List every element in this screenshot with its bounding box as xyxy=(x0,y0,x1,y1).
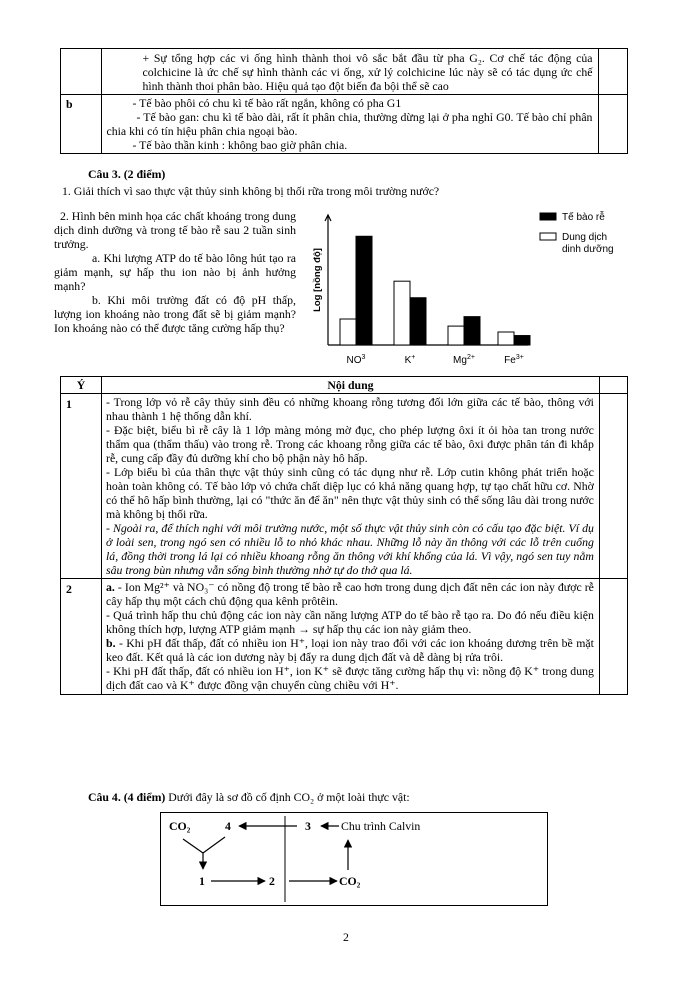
node-4: 4 xyxy=(225,819,231,833)
row2-line: - Tế bào thần kinh : không bao giờ phân chia. xyxy=(132,138,348,152)
question-3-2-block xyxy=(54,209,296,335)
answer-table-continued xyxy=(60,48,628,154)
legend-label-root: Tế bào rễ xyxy=(562,212,605,223)
table-cell xyxy=(599,579,627,695)
paragraph xyxy=(106,636,594,664)
question-3-2a: a. Khi lượng ATP do tế bào lông hút tạo ra giảm mạnh, sự hấp thu ion nào bị ảnh hưởng mạnh? xyxy=(54,251,296,293)
ion-concentration-chart xyxy=(306,200,636,372)
row2-label: 2 xyxy=(61,579,102,695)
legend-swatch-solution xyxy=(540,233,556,240)
table-cell xyxy=(599,49,628,95)
table-cell xyxy=(102,95,599,154)
row2-line: - Tế bào phôi có chu kì tế bào rất ngắn, không có pha G1 xyxy=(132,96,402,110)
part-b-text: - Khi pH đất thấp, đất có nhiều ion H⁺, loại ion này trao đổi với các ion khoáng dương trên bề mặt keo đất. Kết quả là các ion dương này bị đẩy ra dung dịch đất và dễ dàng bị rửa trôi. xyxy=(106,636,594,664)
answer-table-question-3 xyxy=(60,376,628,695)
row2-line: - Tế bào gan: chu kì tế bào dài, rất ít phân chia, thường dừng lại ở pha nghỉ G0. Tế bào chỉ phân chia khi có tín hiệu phân chia ngoại bào. xyxy=(106,110,593,138)
paragraph: - Khi pH đất thấp, đất có nhiều ion H⁺, ion K⁺ sẽ được tăng cường hấp thụ vì: nồng độ K⁺ trong dung dịch đất cao và K⁺ được đồng vận chuyển cùng chiều với H⁺. xyxy=(106,664,594,692)
table-cell xyxy=(599,394,627,579)
bar-solution-0 xyxy=(340,319,356,345)
calvin-cycle-label: Chu trình Calvin xyxy=(341,819,421,833)
paragraph xyxy=(106,580,594,608)
bar-root-0 xyxy=(356,236,372,345)
question-4-heading: Câu 4. (4 điểm) xyxy=(88,790,166,804)
legend-label-solution: Dung dịch dinh dưỡng xyxy=(562,232,614,255)
paragraph-italic: - Ngoài ra, để thích nghi với môi trường nước, một số thực vật thủy sinh còn có cấu tạo đặc biệt. Ví dụ ở loài sen, trong ngó sen có nhiều lỗ to nhỏ khác nhau. Những lỗ này ăn thông với các lỗ trên cuống lá, đồng thời trong lá lại có nhiều khoang rỗng ăn thông với khí khổng của lá. Vì vậy, ngó sen tuy nằm sâu trong bùn nhưng vẫn sống bình thường nhờ tự do thở qua lá. xyxy=(106,521,594,577)
table-cell xyxy=(61,49,102,95)
row1-text: + Sự tổng hợp các vi ống hình thành thoi vô sắc bắt đầu từ pha G₂. Cơ chế tác động của colchicine là ức chế sự hình thành các vi ống, xử lý colchicine lúc này sẽ có tác dụng ức chế hình thành thoi phân bào. Hiệu quả tạo đột biến đa bội thể sẽ cao xyxy=(142,51,593,93)
row1-content xyxy=(102,394,600,579)
question-4 xyxy=(88,790,410,804)
part-a-text: - Ion Mg²⁺ và NO₃⁻ có nồng độ trong tế bào rễ cao hơn trong dung dịch đất nên các ion này được rễ cây hấp thụ một cách chủ động qua kênh prôtêin. xyxy=(106,580,594,608)
question-3-2b: b. Khi môi trường đất có độ pH thấp, lượng ion khoáng nào trong đất sẽ bị giảm mạnh? Ion khoáng nào có thể được tăng cường hấp thụ? xyxy=(54,293,296,335)
node-1: 1 xyxy=(199,874,205,888)
header-y: Ý xyxy=(61,377,102,394)
paragraph: - Lớp biểu bì của thân thực vật thủy sinh cũng có tác dụng như rễ. Lớp cutin không phát triển hoặc hoàn toàn không có. Tế bào lớp vỏ chứa chất diệp lục có khả năng quang hợp, tự tạo chất hữu cơ. Nhờ có thể hô hấp bình thường, lại có "thức ăn để ăn" nên thực vật thủy sinh có thể sống lâu dài trong nước mà không bị thối rữa. xyxy=(106,465,594,521)
category-label: K+ xyxy=(404,354,416,366)
part-b-label: b. xyxy=(106,636,116,650)
paragraph: - Quá trình hấp thu chủ động các ion này cần năng lượng ATP do tế bào rễ tạo ra. Do đó nếu điều kiện không thích hợp, lượng ATP giảm mạnh → sự hấp thụ các ion này giảm theo. xyxy=(106,608,594,636)
co2-right-label: CO₂ xyxy=(339,874,361,888)
row2-label: b xyxy=(61,95,102,154)
row1-label: 1 xyxy=(61,394,102,579)
question-3-heading: Câu 3. (2 điểm) xyxy=(88,167,166,181)
node-2: 2 xyxy=(269,874,275,888)
co2-left-label: CO₂ xyxy=(169,819,191,833)
node-3: 3 xyxy=(305,819,311,833)
paragraph: - Đặc biệt, biểu bì rễ cây là 1 lớp màng mỏng mờ đục, cho phép lượng ôxi ít ỏi hòa tan trong nước thẩm qua (thẩm thấu) vào trong rễ. Trong các khoang rỗng giữa các tế bào, ôxi được phân tán đi khắp rễ, cung cấp đầy đủ dưỡng khí cho bộ phận này hô hấp. xyxy=(106,423,594,465)
question-3-1: 1. Giải thích vì sao thực vật thủy sinh không bị thối rữa trong môi trường nước? xyxy=(62,184,440,198)
category-label: $NO^3$ xyxy=(346,354,366,366)
bar-solution-1 xyxy=(394,281,410,345)
part-a-label: a. xyxy=(106,580,115,594)
bar-root-2 xyxy=(464,317,480,345)
table-cell xyxy=(599,377,627,394)
header-content: Nội dung xyxy=(102,377,600,394)
row2-content xyxy=(102,579,600,695)
category-label: $Mg^{2+}$ xyxy=(453,354,475,366)
co2-fixation-diagram xyxy=(160,812,548,906)
y-axis-label: Log [nồng độ] xyxy=(312,248,323,312)
bar-solution-2 xyxy=(448,326,464,345)
merge-line-right xyxy=(203,837,225,853)
category-label: $Fe^{3+}$ xyxy=(504,354,524,366)
page-number: 2 xyxy=(343,930,349,944)
paragraph: - Trong lớp vỏ rễ cây thủy sinh đều có những khoang rỗng tương đối lớn giữa các tế bào, thông với nhau thành 1 hệ thống dẫn khí. xyxy=(106,395,594,423)
merge-line-left xyxy=(183,839,203,853)
legend-swatch-root xyxy=(540,213,556,220)
table-cell xyxy=(102,49,599,95)
bar-root-3 xyxy=(514,336,530,345)
question-3-2: 2. Hình bên minh họa các chất khoáng trong dung dịch dinh dưỡng và trong tế bào rễ sau 2 tuần sinh trưởng. xyxy=(54,209,296,251)
question-4-text: Dưới đây là sơ đồ cố định CO₂ ở một loài thực vật: xyxy=(165,790,410,804)
bar-solution-3 xyxy=(498,332,514,345)
bar-root-1 xyxy=(410,298,426,345)
table-cell xyxy=(599,95,628,154)
